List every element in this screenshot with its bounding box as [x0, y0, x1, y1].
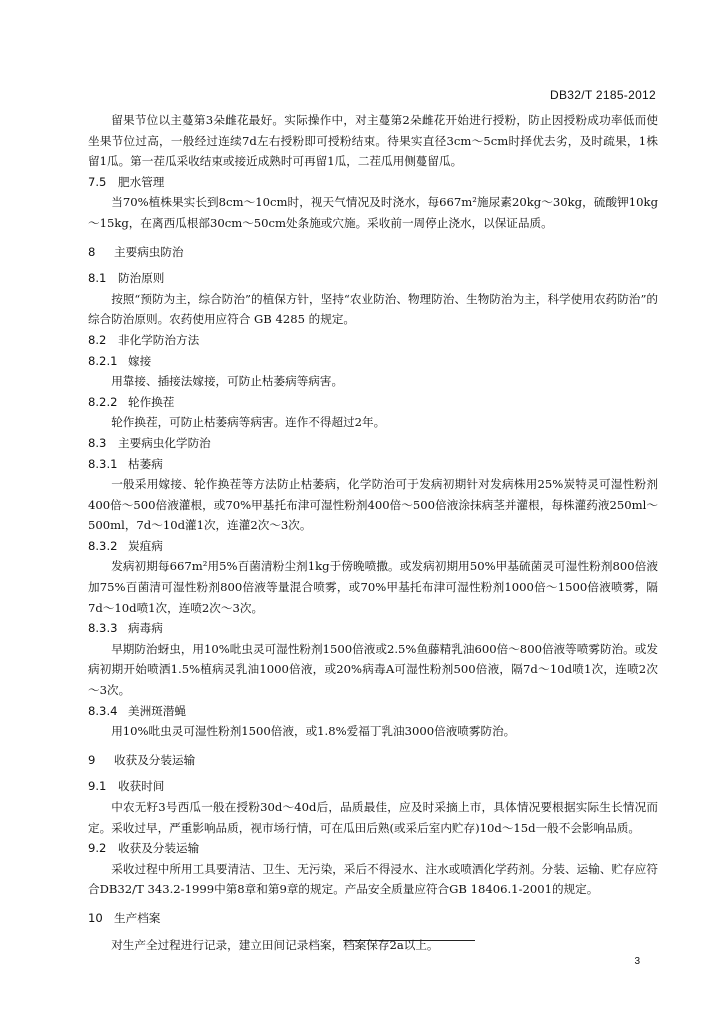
section-heading	[88, 750, 658, 771]
paragraph: 早期防治蚜虫，用10%吡虫灵可湿性粉剂1500倍液或2.5%鱼藤精乳油600倍～800倍液等喷雾防治。或发病初期开始喷洒1.5%植病灵乳油1000倍液，或20%病毒A可湿性粉剂500倍液，隔7d～10d喷1次，连喷2次～3次。	[88, 641, 658, 698]
section-title: 主要病虫化学防治	[118, 435, 211, 450]
paragraph: 按照“预防为主，综合防治”的植保方针，坚持“农业防治、物理防治、生物防治为主，科学使用农药防治”的综合防治原则。农药使用应符合 GB 4285 的规定。	[88, 291, 658, 327]
section-heading	[88, 454, 658, 475]
section-title: 美洲斑潜蝇	[128, 703, 186, 718]
section-title: 嫁接	[128, 353, 152, 368]
paragraph: 用10%吡虫灵可湿性粉剂1500倍液，或1.8%爱福丁乳油3000倍液喷雾防治。	[111, 724, 516, 739]
section-heading	[88, 392, 658, 413]
paragraph: 留果节位以主蔓第3朵雌花最好。实际操作中，对主蔓第2朵雌花开始进行授粉，防止因授粉成功率低而使坐果节位过高，一般经过连续7d左右授粉即可授粉结束。待果实直径3cm～5cm时择优去劣，及时疏果，1株留1瓜。第一茬瓜采收结束或接近成熟时可再留1瓜，二茬瓜用侧蔓留瓜。	[88, 113, 658, 169]
section-title: 收获时间	[118, 779, 165, 794]
paragraph: 轮作换茬，可防止枯萎病等病害。连作不得超过2年。	[111, 415, 386, 430]
paragraph: 中农无籽3号西瓜一般在授粉30d～40d后，品质最佳，应及时采摘上市，具体情况要根据实际生长情况而定。采收过早，严重影响品质，视市场行情，可在瓜田后熟(或采后室内贮存)10d～15d一般不会影响品质。	[88, 800, 658, 835]
section-title: 轮作换茬	[128, 394, 175, 409]
section-number: 10	[88, 910, 103, 925]
section-title: 炭疽病	[128, 538, 163, 553]
end-rule	[343, 940, 475, 941]
section-heading	[88, 172, 658, 193]
section-number: 8.2.1	[88, 353, 118, 368]
section-heading	[88, 536, 658, 557]
paragraph: 发病初期每667m²用5%百菌清粉尘剂1kg于傍晚喷撒。或发病初期用50%甲基硫菌灵可湿性粉剂800倍液加75%百菌清可湿性粉剂800倍液等量混合喷雾，或70%甲基托布津可湿性粉剂1000倍～1500倍液喷雾，隔7d～10d喷1次，连喷2次～3次。	[88, 559, 658, 615]
section-heading	[88, 351, 658, 372]
section-title: 非化学防治方法	[118, 332, 200, 347]
section-number: 8.3.2	[88, 538, 118, 553]
paragraph: 采收过程中所用工具要清洁、卫生、无污染，采后不得浸水、注水或喷洒化学药剂。分装、运输、贮存应符合DB32/T 343.2-1999中第8章和第9章的规定。产品安全质量应符合GB 18406.1-2001的规定。	[88, 861, 658, 897]
section-number: 8.3.4	[88, 703, 118, 718]
section-number: 7.5	[88, 174, 107, 189]
section-number: 9	[88, 752, 96, 767]
paragraph: 当70%植株果实长到8cm～10cm时，视天气情况及时浇水，每667m²施尿素20kg～30kg，硫酸钾10kg～15kg，在离西瓜根部30cm～50cm处条施或穴施。采收前一周停止浇水，以保证品质。	[88, 195, 658, 230]
section-title: 防治原则	[118, 271, 165, 286]
section-number: 8	[88, 244, 96, 259]
section-heading	[88, 268, 658, 289]
section-title: 枯萎病	[128, 456, 163, 471]
document-code: DB32/T 2185-2012	[550, 88, 656, 102]
section-number: 9.1	[88, 779, 107, 794]
section-number: 8.2.2	[88, 394, 118, 409]
section-number: 8.3.3	[88, 621, 118, 636]
section-number: 9.2	[88, 841, 107, 856]
paragraph: 用靠接、插接法嫁接，可防止枯萎病等病害。	[111, 374, 344, 389]
section-heading	[88, 908, 658, 929]
section-number: 8.3	[88, 435, 107, 450]
page-number: 3	[634, 956, 640, 967]
section-title: 主要病虫防治	[114, 244, 184, 259]
section-number: 8.3.1	[88, 456, 118, 471]
section-heading	[88, 242, 658, 263]
section-number: 8.1	[88, 271, 107, 286]
section-heading	[88, 701, 658, 722]
section-heading	[88, 433, 658, 454]
section-title: 病毒病	[128, 621, 163, 636]
document-body	[88, 110, 658, 955]
section-title: 肥水管理	[118, 174, 165, 189]
paragraph: 对生产全过程进行记录，建立田间记录档案，档案保存2a以上。	[111, 937, 439, 952]
section-heading	[88, 618, 658, 639]
section-heading	[88, 330, 658, 351]
section-title: 收获及分装运输	[114, 752, 196, 767]
paragraph: 一般采用嫁接、轮作换茬等方法防止枯萎病，化学防治可于发病初期针对发病株用25%炭特灵可湿性粉剂400倍～500倍液灌根，或70%甲基托布津可湿性粉剂400倍～500倍液涂抹病茎并灌根，每株灌药液250ml～500ml，7d～10d灌1次，连灌2次～3次。	[88, 477, 658, 533]
section-number: 8.2	[88, 332, 107, 347]
section-title: 生产档案	[114, 910, 161, 925]
section-title: 收获及分装运输	[118, 841, 200, 856]
section-heading	[88, 838, 658, 859]
section-heading	[88, 776, 658, 797]
